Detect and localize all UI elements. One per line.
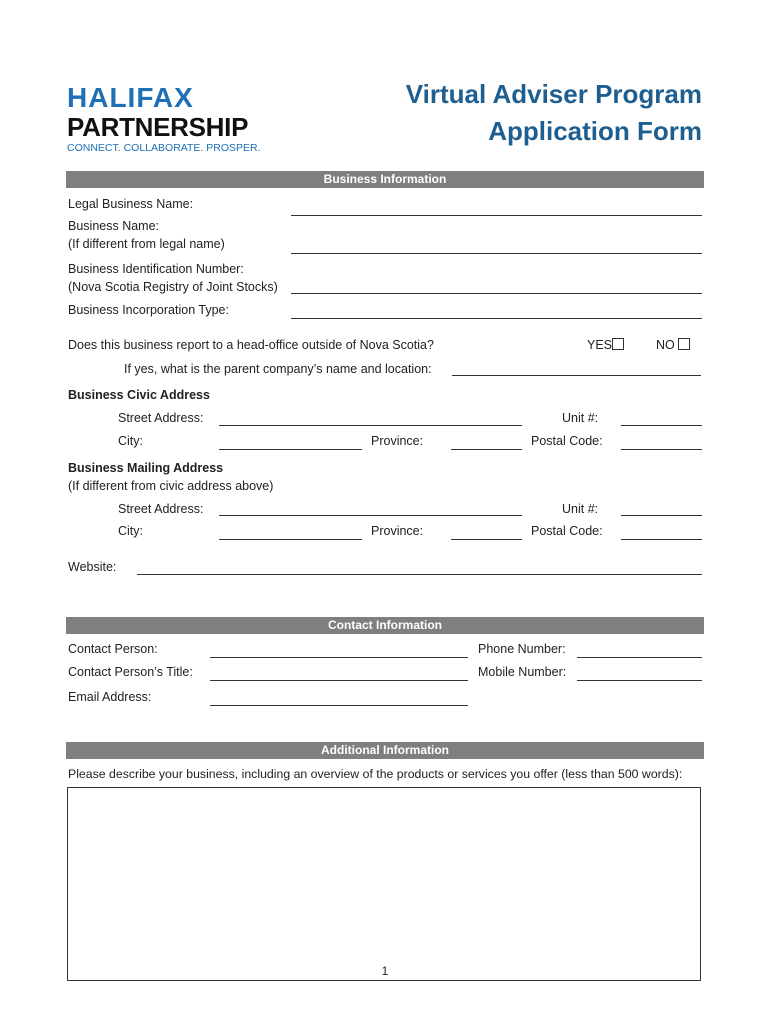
mailing-postal-field[interactable] <box>621 539 702 540</box>
mobile-number-label: Mobile Number: <box>478 665 567 679</box>
civic-unit-field[interactable] <box>621 425 702 426</box>
logo-halifax: HALIFAX <box>67 82 194 113</box>
mailing-unit-field[interactable] <box>621 515 702 516</box>
section-header-contact: Contact Information <box>66 617 704 634</box>
no-label: NO <box>656 338 675 352</box>
civic-street-field[interactable] <box>219 425 522 426</box>
incorporation-label: Business Incorporation Type: <box>68 303 229 317</box>
section-header-additional: Additional Information <box>66 742 704 759</box>
headoffice-question: Does this business report to a head-office outside of Nova Scotia? <box>68 338 434 352</box>
mailing-address-note: (If different from civic address above) <box>68 479 274 493</box>
business-name-label: Business Name: <box>68 219 160 233</box>
phone-number-label: Phone Number: <box>478 642 566 656</box>
civic-city-label: City: <box>118 434 143 448</box>
contact-title-field[interactable] <box>210 680 468 681</box>
civic-province-label: Province: <box>371 434 424 448</box>
mailing-province-label: Province: <box>371 524 424 538</box>
civic-postal-label: Postal Code: <box>531 434 603 448</box>
incorporation-field[interactable] <box>291 318 702 319</box>
yes-checkbox[interactable] <box>612 338 624 350</box>
bin-field[interactable] <box>291 293 702 294</box>
legal-name-field[interactable] <box>291 215 702 216</box>
civic-address-heading: Business Civic Address <box>68 388 210 402</box>
civic-city-field[interactable] <box>219 449 362 450</box>
civic-province-field[interactable] <box>451 449 522 450</box>
contact-person-field[interactable] <box>210 657 468 658</box>
bin-label: Business Identification Number: <box>68 262 244 276</box>
mobile-number-field[interactable] <box>577 680 702 681</box>
website-field[interactable] <box>137 574 702 575</box>
section-header-business: Business Information <box>66 171 704 188</box>
civic-unit-label: Unit #: <box>562 411 599 425</box>
business-name-note: (If different from legal name) <box>68 237 225 251</box>
business-description-textarea[interactable] <box>67 787 701 981</box>
page-number: 1 <box>381 964 389 978</box>
yes-label: YES <box>587 338 613 352</box>
mailing-street-label: Street Address: <box>118 502 204 516</box>
mailing-province-field[interactable] <box>451 539 522 540</box>
contact-title-label: Contact Person’s Title: <box>68 665 193 679</box>
mailing-postal-label: Postal Code: <box>531 524 603 538</box>
logo-tagline: CONNECT. COLLABORATE. PROSPER. <box>67 142 261 154</box>
website-label: Website: <box>68 560 117 574</box>
mailing-address-heading: Business Mailing Address <box>68 461 224 475</box>
mailing-unit-label: Unit #: <box>562 502 599 516</box>
parent-company-field[interactable] <box>452 375 701 376</box>
bin-note: (Nova Scotia Registry of Joint Stocks) <box>68 280 278 294</box>
legal-name-label: Legal Business Name: <box>68 197 194 211</box>
contact-person-label: Contact Person: <box>68 642 158 656</box>
form-title-line2: Application Form <box>488 116 702 146</box>
civic-street-label: Street Address: <box>118 411 204 425</box>
mailing-city-label: City: <box>118 524 143 538</box>
mailing-street-field[interactable] <box>219 515 522 516</box>
no-checkbox[interactable] <box>678 338 690 350</box>
logo-partnership: PARTNERSHIP <box>67 112 249 142</box>
mailing-city-field[interactable] <box>219 539 362 540</box>
civic-postal-field[interactable] <box>621 449 702 450</box>
email-label: Email Address: <box>68 690 152 704</box>
description-prompt: Please describe your business, including an overview of the products or services you offer (less than 500 words): <box>68 767 683 781</box>
form-title-line1: Virtual Adviser Program <box>405 79 702 109</box>
phone-number-field[interactable] <box>577 657 702 658</box>
parent-company-label: If yes, what is the parent company’s name and location: <box>124 362 432 376</box>
business-name-field[interactable] <box>291 253 702 254</box>
email-field[interactable] <box>210 705 468 706</box>
